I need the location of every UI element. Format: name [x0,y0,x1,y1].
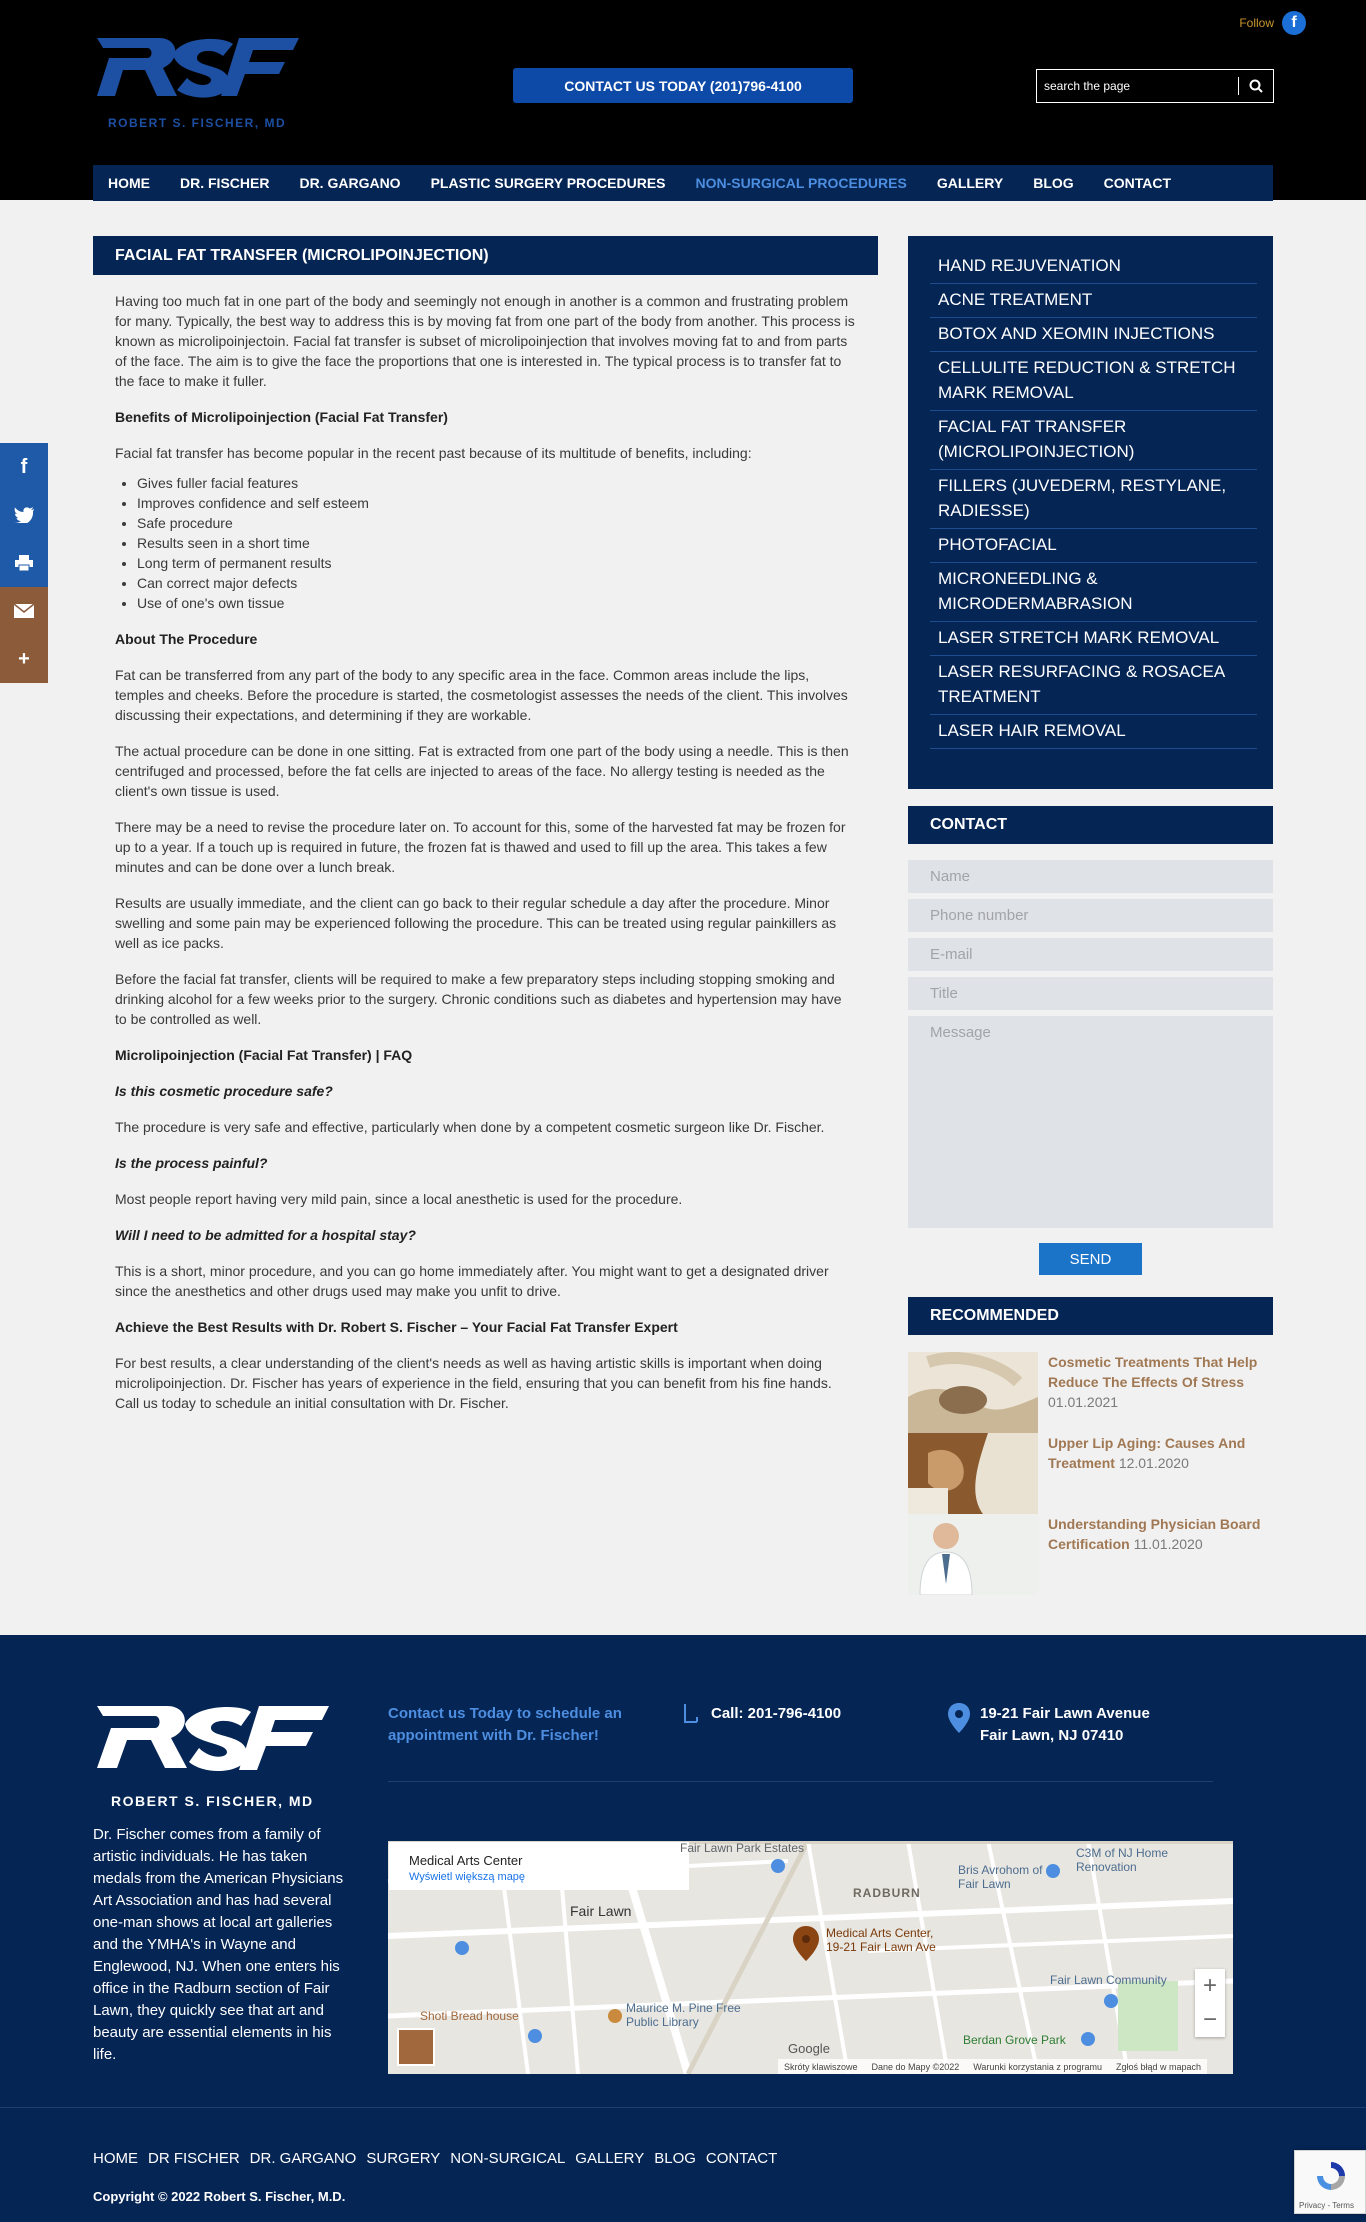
main-content [93,236,878,1429]
title-field[interactable] [908,977,1273,1010]
nav-gallery[interactable]: GALLERY [936,175,1004,191]
benefits-list [137,473,856,613]
contact-box-title: CONTACT [908,806,1273,844]
map-label: Shoti Bread house [420,2009,519,2023]
footer-about: Dr. Fischer comes from a family of artistic individuals. He has taken medals from the American Physicians Art Association and has had several one-man shows at local art galleries and the YMHA's in Wayne and Englewood, NJ. When one enters his office in the Radburn section of Fair Lawn, they quickly see that art and beauty are essential elements in his life. [93,1826,344,2063]
footer-logo-subtitle: ROBERT S. FISCHER, MD [111,1793,314,1809]
footer-call[interactable] [683,1703,841,1723]
phone-field[interactable] [908,899,1273,932]
nav-dr-gargano[interactable]: DR. GARGANO [299,175,401,191]
map-label: RADBURN [853,1886,921,1900]
email-field[interactable] [908,938,1273,971]
rec-date: 11.01.2020 [1133,1536,1203,1552]
zoom-out-button[interactable]: − [1202,2006,1217,2033]
page-title: FACIAL FAT TRANSFER (MICROLIPOINJECTION) [93,236,878,275]
sidebar-item-laser-resurfacing[interactable]: LASER RESURFACING & ROSACEA TREATMENT [930,656,1257,715]
thumbnail-image [908,1352,1038,1433]
social-share-bar [0,443,48,683]
map-terms-link[interactable]: Warunki korzystania z programu [973,2061,1102,2072]
footer-address [948,1703,1150,1747]
footer-nav-blog[interactable]: BLOG [654,2150,696,2167]
facebook-share-icon[interactable]: f [0,443,48,491]
bottom-bar [0,2107,1366,2222]
footer-nav-non-surgical[interactable]: NON-SURGICAL [450,2150,566,2167]
list-item: • Results seen in a short time [137,533,856,553]
rec-title[interactable]: Upper Lip Aging: Causes And Treatment [1048,1435,1246,1471]
list-item: • Gives fuller facial features [137,473,856,493]
message-field[interactable] [908,1016,1273,1228]
article-body [93,275,878,1413]
search-input[interactable] [1037,70,1238,102]
thumbnail-image [908,1433,1038,1514]
facebook-icon[interactable]: f [1282,11,1306,35]
faq-question: Is this cosmetic procedure safe? [115,1083,333,1099]
sidebar-item-cellulite[interactable]: CELLULITE REDUCTION & STRETCH MARK REMOVAL [930,352,1257,411]
phone-icon [683,1703,699,1723]
map-label: Fair Lawn Park Estates [680,1841,805,1855]
sidebar-item-facial-fat-transfer[interactable]: FACIAL FAT TRANSFER (MICROLIPOINJECTION) [930,411,1257,470]
faq-question: Is the process painful? [115,1155,268,1171]
procedure-paragraph: Before the facial fat transfer, clients will be required to make a few preparatory steps including stopping smoking and drinking alcohol for a few weeks prior to the surgery. Chronic conditions such as diabetes and hypertension may have to be controlled as well. [115,971,842,1027]
footer-call-text: Call: 201-796-4100 [711,1704,842,1722]
map-info-card [389,1842,689,1890]
map-label: C3M of NJ Home Renovation [1076,1846,1169,1874]
recaptcha-badge[interactable] [1294,2150,1366,2214]
footer-nav-contact[interactable]: CONTACT [705,2150,778,2167]
procedure-heading: About The Procedure [115,631,258,647]
map-label: Bris Avrohom of Fair Lawn [958,1863,1043,1891]
list-item[interactable] [908,1514,1273,1595]
closing-heading: Achieve the Best Results with Dr. Robert S. Fischer – Your Facial Fat Transfer Expert [115,1319,678,1335]
nav-contact[interactable]: CONTACT [1103,175,1172,191]
procedure-paragraph: There may be a need to revise the procedure later on. To account for this, some of the harvested fat may be frozen for up to a year. If a touch up is required in future, the frozen fat is thawed and used to fill up the area. This takes a few minutes and can be done over a lunch break. [115,819,846,875]
send-button[interactable]: SEND [1039,1243,1142,1275]
contact-form [908,860,1273,1234]
sidebar-item-laser-hair-removal[interactable]: LASER HAIR REMOVAL [930,715,1257,749]
footer-logo[interactable] [93,1702,333,1792]
intro-paragraph: Having too much fat in one part of the body and seemingly not enough in another is a common and frustrating problem for many. Typically, the best way to address this is by moving fat from one part of the body from another. This process is known as microlipoinjectoin. Facial fat transfer is subset of microlipoinjection that involves moving fat to and from parts of the face. The aim is to give the face the proportions that one is interested in. The typical process is to transfer fat to the face to make it fuller. [115,293,855,389]
sidebar-item-laser-stretch-mark[interactable]: LASER STRETCH MARK REMOVAL [930,622,1257,656]
map-label: Medical Arts Center, 19-21 Fair Lawn Ave [826,1926,936,1954]
footer-divider [388,1781,1213,1782]
recaptcha-icon [1314,2159,1348,2193]
thumbnail-image [908,1514,1038,1595]
list-item: • Safe procedure [137,513,856,533]
list-item: • Use of one's own tissue [137,593,856,613]
closing-paragraph: For best results, a clear understanding of the client's needs as well as having artistic skills is important when doing microlipoinjection. Dr. Fischer has years of experience in the field, ensuring that you can benefit from his fine hands. Call us today to schedule an initial consultation with Dr. Fischer. [115,1355,832,1411]
twitter-share-icon[interactable] [0,491,48,539]
site-footer [0,1635,1366,2107]
map-label: Fair Lawn Community [1050,1973,1167,1987]
list-item: • Long term of permanent results [137,553,856,573]
email-share-icon[interactable] [0,587,48,635]
main-nav [93,165,1273,201]
site-header [0,0,1366,200]
sidebar-item-photofacial[interactable]: PHOTOFACIAL [930,529,1257,563]
procedures-sidebar [908,236,1273,789]
procedure-paragraph: The actual procedure can be done in one sitting. Fat is extracted from one part of the body using a needle. This is then centrifuged and processed, before the fat cells are injected to areas of the face. No allergy testing is needed as the client's own tissue is used. [115,743,849,799]
footer-nav-dr-fischer[interactable]: DR FISCHER [148,2150,240,2167]
follow-area [1239,11,1306,35]
sidebar-item-botox[interactable]: BOTOX AND XEOMIN INJECTIONS [930,318,1257,352]
rec-title[interactable]: Understanding Physician Board Certification [1048,1516,1261,1552]
footer-nav-surgery[interactable]: SURGERY [366,2150,441,2167]
follow-label: Follow [1239,16,1274,30]
search-icon[interactable] [1239,79,1273,93]
rec-date: 12.01.2020 [1118,1455,1189,1471]
recommended-list [908,1352,1273,1595]
benefits-intro: Facial fat transfer has become popular in the recent past because of its multitude of benefits, including: [115,445,752,461]
rec-title[interactable]: Cosmetic Treatments That Help Reduce The Effects Of Stress [1048,1354,1258,1390]
location-pin-icon [948,1703,970,1733]
rec-date: 01.01.2021 [1048,1394,1119,1410]
recaptcha-text[interactable]: Privacy - Terms [1299,2201,1354,2210]
map-shortcuts-link[interactable]: Skróty klawiszowe [784,2061,858,2072]
procedure-paragraph: Fat can be transferred from any part of the body to any specific area in the face. Common areas include the lips, temples and cheeks. Before the procedure is started, the cosmetologist assesses the needs of the client. This involves discussing their expectations, and determining if they are workable. [115,667,848,723]
footer-nav-home[interactable]: HOME [93,2150,138,2167]
list-item[interactable] [908,1352,1273,1433]
zoom-in-button[interactable]: + [1202,1972,1217,1999]
sidebar-item-fillers[interactable]: FILLERS (JUVEDERM, RESTYLANE, RADIESSE) [930,470,1257,529]
more-share-icon[interactable]: + [0,635,48,683]
faq-answer: This is a short, minor procedure, and you can go home immediately after. You might want to get a designated driver since the anesthetics and other drugs used may make you unfit to drive. [115,1263,829,1299]
faq-heading: Microlipoinjection (Facial Fat Transfer) | FAQ [115,1047,413,1063]
name-field[interactable] [908,860,1273,893]
map-card-title: Medical Arts Center [409,1853,523,1868]
footer-cta[interactable]: Contact us Today to schedule an appointment with Dr. Fischer! [388,1705,622,1744]
map-attribution [778,2059,1207,2074]
nav-plastic-surgery[interactable]: PLASTIC SURGERY PROCEDURES [430,175,666,191]
faq-question: Will I need to be admitted for a hospital stay? [115,1227,416,1243]
sidebar-item-hand-rejuvenation[interactable]: HAND REJUVENATION [930,250,1257,284]
copyright: Copyright © 2022 Robert S. Fischer, M.D. [93,2189,346,2204]
sidebar-item-acne-treatment[interactable]: ACNE TREATMENT [930,284,1257,318]
map-label: Maurice M. Pine Free Public Library [626,2001,741,2029]
faq-answer: The procedure is very safe and effective, particularly when done by a competent cosmetic surgeon like Dr. Fischer. [115,1119,825,1135]
procedure-paragraph: Results are usually immediate, and the client can go back to their regular schedule a day after the procedure. Minor swelling and some pain may be experienced following the procedure. This can be treated using regular painkillers as well as ice packs. [115,895,837,951]
search-box [1036,69,1274,103]
list-item[interactable] [908,1433,1273,1514]
google-logo: Google [788,2041,830,2056]
recommended-box-title: RECOMMENDED [908,1297,1273,1335]
print-icon[interactable] [0,539,48,587]
map-view-larger-link[interactable]: Wyświetl większą mapę [409,1871,526,1883]
nav-home[interactable]: HOME [108,175,150,191]
benefits-heading: Benefits of Microlipoinjection (Facial Fat Transfer) [115,409,448,425]
footer-nav-gallery[interactable]: GALLERY [575,2150,645,2167]
logo-subtitle: ROBERT S. FISCHER, MD [108,116,287,130]
map-data-text: Dane do Mapy ©2022 [871,2061,960,2072]
footer-nav-dr-gargano[interactable]: DR. GARGANO [249,2150,357,2167]
location-map[interactable] [388,1841,1233,2074]
nav-dr-fischer[interactable]: DR. FISCHER [180,175,270,191]
footer-nav [93,2150,777,2167]
list-item: • Improves confidence and self esteem [137,493,856,513]
map-report-link[interactable]: Zgłoś błąd w mapach [1115,2061,1201,2072]
address-line-1: 19-21 Fair Lawn Avenue [980,1705,1150,1722]
contact-us-button[interactable]: CONTACT US TODAY (201)796-4100 [513,68,853,103]
map-label: Fair Lawn [570,1903,632,1919]
sidebar-item-microneedling[interactable]: MICRONEEDLING & MICRODERMABRASION [930,563,1257,622]
map-zoom-controls [1195,1969,1225,2037]
map-label: Berdan Grove Park [963,2033,1066,2047]
list-item: • Can correct major defects [137,573,856,593]
nav-non-surgical[interactable]: NON-SURGICAL PROCEDURES [695,175,907,191]
faq-answer: Most people report having very mild pain, since a local anesthetic is used for the procedure. [115,1191,683,1207]
nav-blog[interactable]: BLOG [1033,175,1074,191]
address-line-2: Fair Lawn, NJ 07410 [980,1727,1124,1744]
